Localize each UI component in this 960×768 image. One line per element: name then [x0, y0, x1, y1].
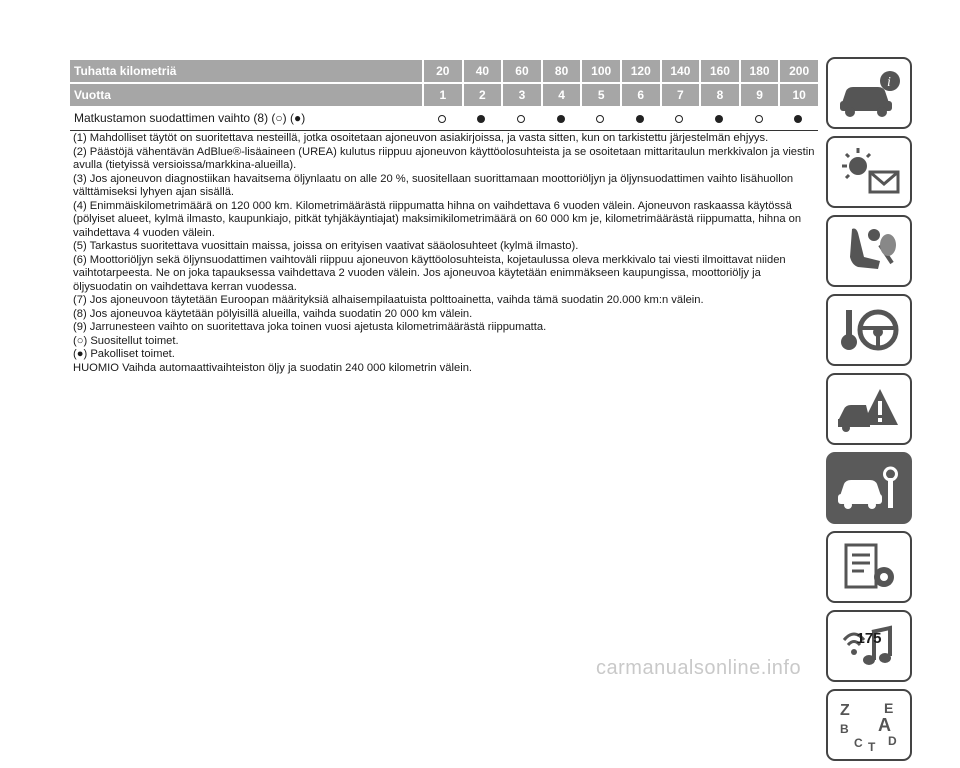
km-value-cell: 20: [422, 60, 462, 82]
mandatory-dot-icon: [477, 115, 485, 123]
year-value-cell: 5: [580, 84, 620, 106]
dot-cell: [580, 111, 620, 125]
km-value-cell: 180: [739, 60, 779, 82]
recommended-dot-icon: [755, 115, 763, 123]
footnote-paragraph: (●) Pakolliset toimet.: [73, 348, 175, 360]
warning-lights-message-icon: [834, 144, 904, 200]
mandatory-dot-icon: [557, 115, 565, 123]
svg-text:i: i: [887, 75, 891, 90]
recommended-dot-icon: [596, 115, 604, 123]
year-value-cell: 3: [501, 84, 541, 106]
dot-cell: [462, 111, 502, 125]
tile-index[interactable]: [826, 689, 912, 761]
km-value-cell: 120: [620, 60, 660, 82]
index-letter: B: [840, 722, 849, 736]
index-letter: D: [888, 734, 897, 748]
cabin-filter-dots: [422, 111, 818, 125]
year-header-label: Vuotta: [74, 88, 111, 102]
km-value-cell: 100: [580, 60, 620, 82]
km-value-cell: 60: [501, 60, 541, 82]
car-info-icon: [834, 65, 904, 121]
tile-warning-lights[interactable]: [826, 136, 912, 208]
year-value-cell: 1: [422, 84, 462, 106]
watermark-text: carmanualsonline.info: [596, 657, 802, 679]
year-header-cells: [422, 84, 818, 106]
recommended-dot-icon: [517, 115, 525, 123]
footnote-paragraph: (4) Enimmäiskilometrimäärä on 120 000 km. Kilometrimäärästä riippumatta hihna on vaihdettava 6 vuoden välein. Ajoneuvon raskaassa käytössä (pölyiset alueet, kylmä ilmasto, kaupunkiajo, pitkät tyhjäkäyntiajat) maksimikilometrimäärä on 60 000 km je, kilometrimäärästä riippumatta, hihna on vaihdettava 4 vuoden välein.: [73, 199, 802, 239]
km-header-cells: [422, 60, 818, 82]
km-value-cell: 40: [462, 60, 502, 82]
car-maintenance-icon: [834, 460, 904, 516]
recommended-dot-icon: [438, 115, 446, 123]
footnote-paragraph: (7) Jos ajoneuvoon täytetään Euroopan määrityksiä alhaisempilaatuista polttoainetta, vaihda tämä suodatin 20.000 km:n välein.: [73, 294, 704, 306]
year-value-cell: 2: [462, 84, 502, 106]
dot-cell: [739, 111, 779, 125]
mandatory-dot-icon: [636, 115, 644, 123]
km-value-cell: 80: [541, 60, 581, 82]
year-value-cell: 9: [739, 84, 779, 106]
chapter-sidebar: [826, 57, 914, 768]
footnote-paragraph: (5) Tarkastus suoritettava vuosittain maissa, joissa on erityisen vaativat sääolosuhteet (kylmä ilmasto).: [73, 240, 579, 252]
index-letter: A: [878, 715, 891, 735]
year-value-cell: 7: [660, 84, 700, 106]
year-header-row: [70, 84, 818, 106]
footnotes: [73, 132, 823, 375]
footnote-paragraph: (8) Jos ajoneuvoa käytetään pölyisillä alueilla, vaihda suodatin 20 000 km välein.: [73, 307, 473, 320]
index-letter: E: [884, 700, 894, 716]
km-value-cell: 160: [699, 60, 739, 82]
km-header-row: [70, 60, 818, 82]
seat-airbag-icon: [834, 223, 904, 279]
mandatory-dot-icon: [715, 115, 723, 123]
dot-cell: [778, 111, 818, 125]
emergency-crash-icon: [834, 381, 904, 437]
dot-cell: [699, 111, 739, 125]
index-letter: T: [868, 740, 876, 753]
key-steering-wheel-icon: [834, 302, 904, 358]
footnote-paragraph: (6) Moottoriöljyn sekä öljynsuodattimen vaihtoväli riippuu ajoneuvon käyttöolosuhteista, kojetaulussa oleva merkkivalo tai viesti ilmoittavat niiden vaihtotarpeesta. Ne on joka tapauksessa vaihdettava 2 vuoden välein. Jos ajoneuvoa käytetään enimmäkseen kaupungissa, moottoriöljy ja öljysuodatin on vaihdettava kerran vuodessa.: [73, 253, 786, 293]
dot-cell: [660, 111, 700, 125]
year-value-cell: 8: [699, 84, 739, 106]
km-header-label: Tuhatta kilometriä: [74, 64, 177, 78]
footnote-paragraph: (2) Päästöjä vähentävän AdBlue®-lisäaineen (UREA) kulutus riippuu ajoneuvon käyttöolosuhteista ja se osoitetaan mittaritaulun merkkivalon ja viestin avulla (tietyissä versioissa/markkina-alueilla).: [73, 145, 815, 171]
footnote-paragraph: HUOMIO Vaihda automaattivaihteiston öljy ja suodatin 240 000 kilometrin välein.: [73, 361, 473, 374]
footnote-paragraph: (1) Mahdolliset täytöt on suoritettava nesteillä, jotka osoitetaan ajoneuvon asiakirjoissa, ja vasta sitten, kun on tarkistettu järjestelmän ehjyys.: [73, 132, 769, 144]
year-value-cell: 4: [541, 84, 581, 106]
recommended-dot-icon: [675, 115, 683, 123]
dot-cell: [501, 111, 541, 125]
index-letter: Z: [840, 702, 850, 719]
cabin-filter-row: [70, 106, 818, 131]
tile-car-info[interactable]: [826, 57, 912, 129]
footnote-paragraph: (3) Jos ajoneuvon diagnostiikan havaitsema öljynlaatu on alle 20 %, suositellaan suorittamaan moottoriöljyn ja öljynsuodattimen vaihto lisähuollon välttämiseksi lyhyen ajan sisällä.: [73, 172, 794, 198]
year-value-cell: 6: [620, 84, 660, 106]
year-value-cell: 10: [778, 84, 818, 106]
dot-cell: [541, 111, 581, 125]
cabin-filter-label: Matkustamon suodattimen vaihto (8) (○) (●): [74, 111, 306, 125]
maintenance-table: [70, 60, 818, 131]
index-letter: C: [854, 736, 863, 750]
mandatory-dot-icon: [794, 115, 802, 123]
page-number: 175: [856, 630, 882, 647]
dot-cell: [620, 111, 660, 125]
tile-maintenance[interactable]: [826, 452, 912, 524]
tile-emergency[interactable]: [826, 373, 912, 445]
tile-starting-driving[interactable]: [826, 294, 912, 366]
km-value-cell: 200: [778, 60, 818, 82]
dot-cell: [422, 111, 462, 125]
footnote-paragraph: (○) Suositellut toimet.: [73, 334, 179, 347]
tile-safety[interactable]: [826, 215, 912, 287]
footnote-paragraph: (9) Jarrunesteen vaihto on suoritettava joka toinen vuosi ajetusta kilometrimäärästä riippumatta.: [73, 321, 547, 333]
alphabetical-index-icon: [834, 697, 904, 753]
tile-technical-data[interactable]: [826, 531, 912, 603]
specs-gear-icon: [834, 539, 904, 595]
km-value-cell: 140: [660, 60, 700, 82]
